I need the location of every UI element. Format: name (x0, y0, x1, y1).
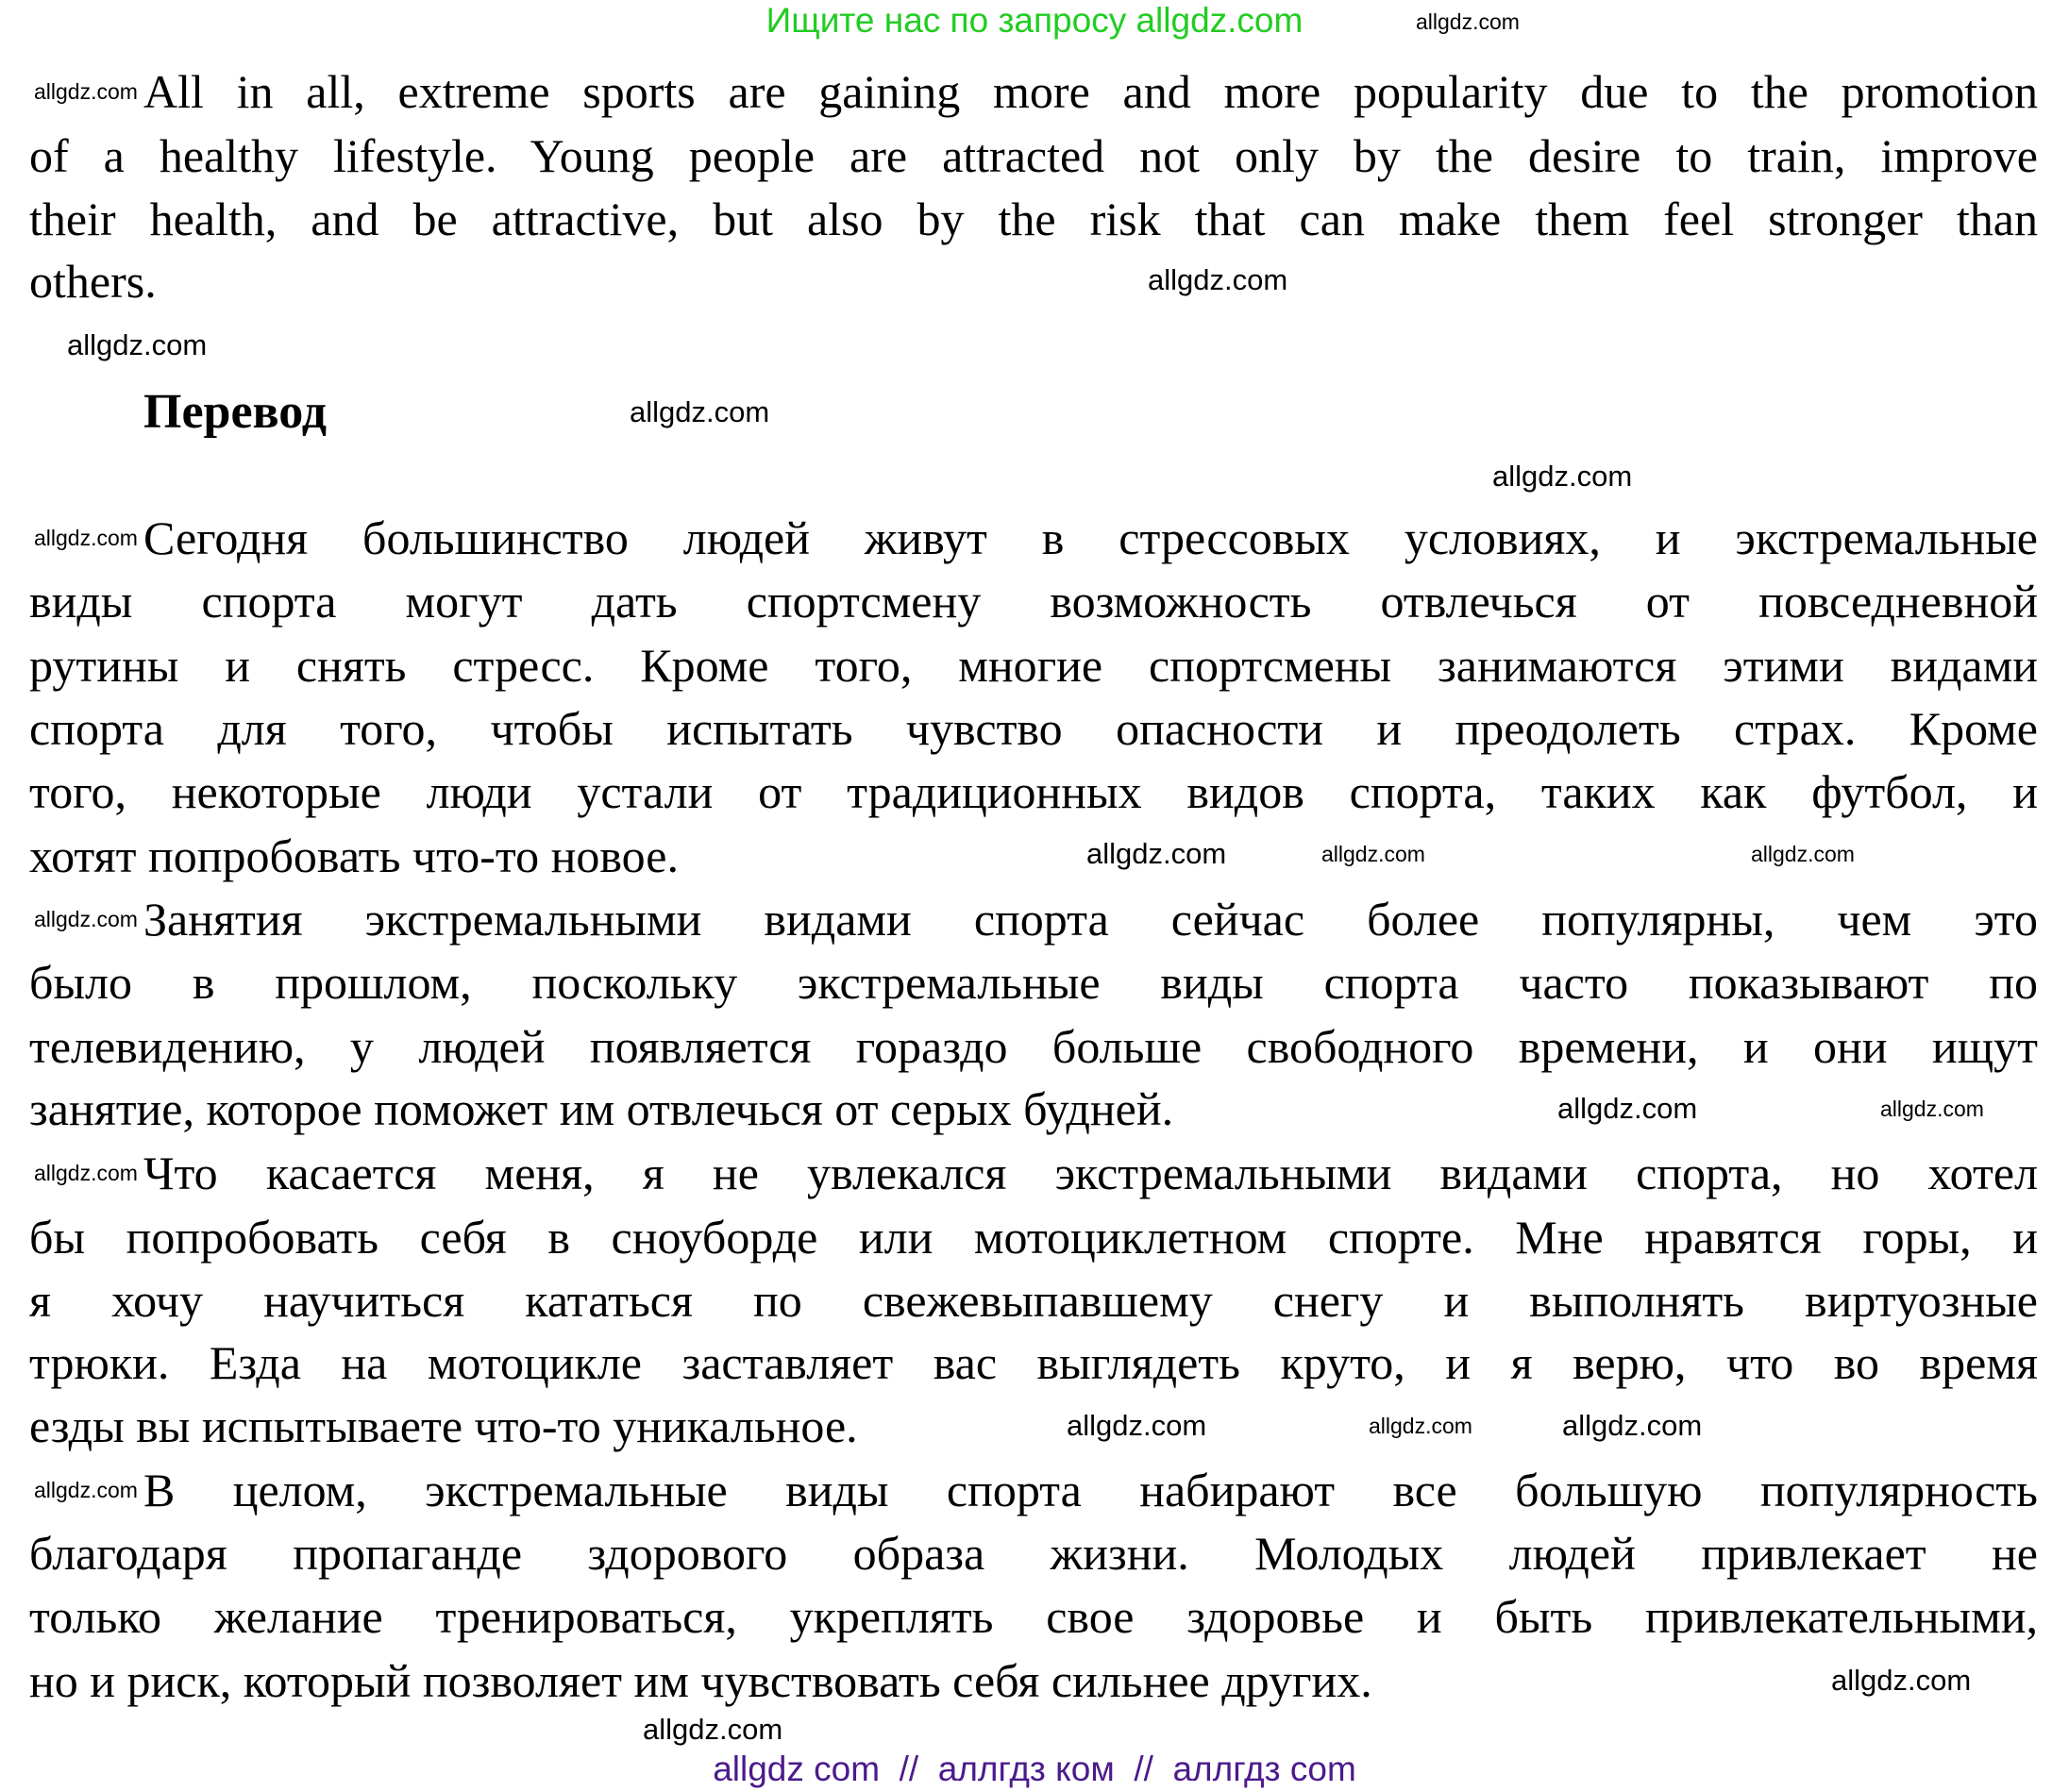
text-line: бы попробовать себя в сноуборде или мотоциклетном спорте. Мне нравятся горы, и (29, 1211, 2038, 1264)
section-heading: Перевод (143, 385, 328, 439)
text-line: благодаря пропаганде здорового образа жизни. Молодых людей привлекает не (29, 1527, 2038, 1580)
watermark: allgdz.com (1067, 1409, 1207, 1442)
text-line: виды спорта могут дать спортсмену возможность отвлечься от повседневной (29, 575, 2038, 628)
watermark: allgdz.com (1416, 9, 1520, 34)
text-line: езды вы испытываете что-то уникальное. (29, 1399, 858, 1452)
watermark: allgdz.com (34, 526, 138, 550)
watermark: allgdz.com (1880, 1097, 1984, 1121)
watermark: allgdz.com (1492, 460, 1633, 493)
watermark: allgdz.com (1831, 1664, 1972, 1697)
watermark: allgdz.com (1148, 263, 1288, 296)
text-line: трюки. Езда на мотоцикле заставляет вас выглядеть круто, и я верю, что во время (29, 1336, 2038, 1389)
watermark: allgdz.com (1369, 1414, 1472, 1438)
text-line: я хочу научиться кататься по свежевыпавшему снегу и выполнять виртуозные (29, 1274, 2038, 1327)
watermark: allgdz.com (1751, 842, 1855, 866)
watermark: allgdz.com (1321, 842, 1425, 866)
watermark: allgdz.com (34, 907, 138, 931)
watermark: allgdz.com (67, 328, 208, 361)
text-line: рутины и снять стресс. Кроме того, многие спортсмены занимаются этими видами (29, 639, 2038, 692)
watermark: allgdz.com (34, 1161, 138, 1185)
text-line: занятие, которое поможет им отвлечься от серых будней. (29, 1082, 1174, 1135)
text-line: хотят попробовать что-то новое. (29, 829, 679, 882)
search-banner: Ищите нас по запросу allgdz.com (765, 1, 1304, 40)
watermark: allgdz.com (643, 1713, 783, 1746)
watermark: allgdz.com (1086, 837, 1227, 870)
text-line: their health, and be attractive, but also by the risk that can make them feel stronger than (29, 193, 2038, 245)
text-line: of a healthy lifestyle. Young people are attracted not only by the desire to train, improve (29, 129, 2038, 182)
text-line: Сегодня большинство людей живут в стрессовых условиях, и экстремальные (143, 511, 2038, 564)
footer-links: allgdz com // аллгдз ком // аллгдз com (713, 1750, 1356, 1788)
watermark: allgdz.com (34, 79, 138, 104)
watermark: allgdz.com (34, 1478, 138, 1502)
text-line: others. (29, 255, 157, 308)
watermark: allgdz.com (630, 395, 770, 428)
text-line: Что касается меня, я не увлекался экстремальными видами спорта, но хотел (143, 1147, 2038, 1199)
text-line: All in all, extreme sports are gaining more and more popularity due to the promotion (143, 65, 2038, 118)
text-line: В целом, экстремальные виды спорта набирают все большую популярность (143, 1464, 2038, 1516)
text-line: только желание тренироваться, укреплять свое здоровье и быть привлекательными, (29, 1590, 2038, 1643)
text-line: Занятия экстремальными видами спорта сейчас более популярны, чем это (143, 893, 2038, 946)
text-line: телевидению, у людей появляется гораздо больше свободного времени, и они ищут (29, 1020, 2038, 1073)
text-line: спорта для того, чтобы испытать чувство опасности и преодолеть страх. Кроме (29, 702, 2038, 755)
text-line: но и риск, который позволяет им чувствовать себя сильнее других. (29, 1654, 1372, 1707)
watermark: allgdz.com (1562, 1409, 1703, 1442)
text-line: того, некоторые люди устали от традиционных видов спорта, таких как футбол, и (29, 765, 2038, 818)
watermark: allgdz.com (1557, 1092, 1698, 1125)
text-line: было в прошлом, поскольку экстремальные виды спорта часто показывают по (29, 956, 2038, 1009)
